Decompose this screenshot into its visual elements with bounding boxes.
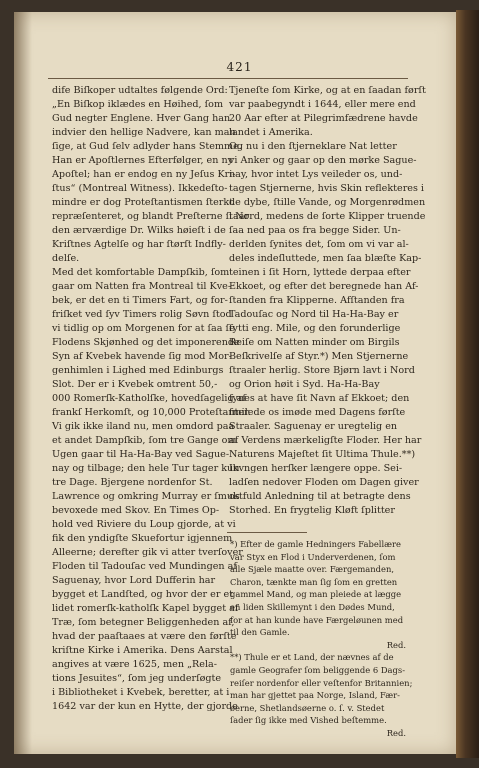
text-line: var paabegyndt i 1644, eller mere end [229,99,416,110]
text-line: ſytti eng. Mile, og den forunderlige [229,323,401,334]
footnote-line: Charon, tænkte man ſig ſom en gretten [230,576,398,587]
text-line: delſe. [52,253,80,264]
text-line: angives at være 1625, men „Rela- [52,659,217,670]
text-line: Straaler. Saguenay er uregtelig en [229,421,398,432]
left-text-column [52,84,251,714]
footnote-line: **) Thule er et Land, der nævnes af de [230,652,394,663]
footnote-line: man har gjettet paa Norge, Island, Fær- [230,690,401,701]
text-line: vi tidlig op om Morgenen for at ſaa ſe [52,323,235,334]
text-line: vi Anker og gaar op den mørke Sague- [229,155,417,166]
text-line: hold ved Riviere du Loup gjorde, at vi [52,519,236,530]
text-line: ſynes at have ſit Navn af Ekkoet; den [229,393,410,404]
footnote-line: for at han kunde have Færgeløunen med [230,614,404,625]
footnotes [230,538,413,740]
text-line: 1642 var der kun en Hytte, der gjorde [52,701,238,712]
text-line: Syn af Kvebek havende ſig mod Mor- [52,351,232,362]
text-line: Lawrence og omkring Murray er ſmukt [52,491,243,502]
right-text-column [229,84,426,518]
text-line: Med det komfortable Dampſkib, ſom [52,267,230,278]
header-rule [48,78,408,79]
text-line: Naturens Majeſtet ſit Ultima Thule.**) [229,449,416,460]
text-line: landet i Amerika. [229,127,313,138]
text-line: den ærværdige Dr. Wilks høieſt i de [52,225,226,236]
footnote-line: *) Efter de gamle Hedningers Fabellære [230,539,401,549]
text-line: Tjeneſte ſom Kirke, og at en ſaadan førſt [229,85,426,96]
text-line: os fuld Anledning til at betragte dens [229,491,411,502]
footnote-signature: Red. [386,639,406,650]
page-gutter-shadow [14,12,32,754]
text-line: fik den yndigſte Skuefortur igjennem [52,533,233,544]
text-line: kriſtne Kirke i Amerika. Dens Aarstal [52,645,233,656]
footnote-line: til den Gamle. [230,627,290,638]
text-line: ladſen nedover Floden om Dagen giver [229,477,419,488]
footnote-line: gammel Mand, og man pleiede at lægge [230,589,402,600]
text-line: Storhed. En frygtelig Kløft ſplitter [229,505,395,516]
text-line: Kriſtnes Agtelſe og har ſtørſt Indfly- [52,239,226,250]
text-line: tre Dage. Bjergene nordenfor St. [52,477,213,488]
text-line: derlden ſynites det, ſom om vi var al- [229,239,409,250]
text-line: nay og tilbage; den hele Tur tager kun [52,463,240,474]
book-edge [456,10,479,758]
text-line: Flodens Skjønhed og det imponerende [52,337,240,348]
text-line: tagen Stjernerne, hvis Skin reflekteres i [229,183,424,194]
text-line: i Bibliotheket i Kvebek, beretter, at i [52,687,230,698]
text-line: Træ, ſom betegner Beliggenheden af, [52,617,235,628]
text-line: nay, hvor intet Lys veileder os, und- [229,169,403,180]
footnote-line: ſader ſig ikke med Vished beſtemme. [230,715,387,726]
text-line: og Orion høit i Syd. Ha-Ha-Bay [229,379,380,390]
text-line: Beſkrivelſe af Styr.*) Men Stjernerne [229,351,409,362]
footnote-divider [227,532,307,533]
text-line: Gud negter Englene. Hver Gang han [52,113,231,124]
footnote-line: øerne, Shetlandsøerne o. ſ. v. Stedet [230,702,385,713]
text-line: lidet romerſk-katholſk Kapel bygget af [52,603,239,614]
footnote-line: gamle Geografer ſom beliggende 6 Dags- [230,664,406,675]
footnote-line: en liden Skillemynt i den Dødes Mund, [230,601,395,612]
text-line: Ekkoet, og efter det beregnede han Af- [229,281,419,292]
page-number: 421 [226,60,253,74]
text-line: ſtraaler herlig. Store Bjørn lavt i Nord [229,365,415,376]
text-line: frankſ Herkomſt, og 10,000 Proteſtanter. [52,407,251,418]
text-line: Floden til Tadouſac ved Mundingen af [52,561,237,572]
text-line: ſtus“ (Montreal Witness). Ikkedeſto- [52,183,228,194]
text-line: Slot. Der er i Kvebek omtrent 50,- [52,379,218,390]
text-line: indvier den hellige Nadvere, kan man [52,127,236,138]
text-line: ſige, at Gud ſelv adlyder hans Stemme. [52,141,242,152]
text-line: Alleerne; derefter gik vi atter tverſover [52,547,243,558]
text-line: bygget et Landſted, og hvor der er et [52,589,234,600]
text-line: teinen i ſit Horn, lyttede derpaa efter [229,267,411,278]
text-line: gaar om Natten fra Montreal til Kve- [52,281,232,292]
text-line: genhimlen i Lighed med Edinburgs [52,365,224,376]
footnote [230,538,410,651]
text-line: ſaa ned paa os fra begge Sider. Un- [229,225,401,236]
text-line: bek, er det en ti Timers Fart, og for- [52,295,228,306]
text-line: Ugen gaar til Ha-Ha-Bay ved Sague- [52,449,230,460]
text-line: mindre er dog Proteſtantismen ſterkt [52,197,234,208]
text-line: af Verdens mærkeligſte Floder. Her har [229,435,422,446]
text-line: Saguenay, hvor Lord Dufferin har [52,575,216,586]
text-line: Tadouſac og Nord til Ha-Ha-Bay er [229,309,399,320]
text-line: ſmilede os imøde med Dagens førſte [229,407,406,418]
text-line: et andet Dampſkib, ſom tre Gange om [52,435,237,446]
text-line: deles indeſluttede, men ſaa blæſte Kap- [229,253,422,264]
text-line: Han er Apoſtlernes Efterfølger, en ny [52,155,234,166]
text-line: Apoſtel; han er endog en ny Jeſus Kri- [52,169,236,180]
text-line: tions Jesuites“, ſom jeg underſøgte [52,673,222,684]
footnote-line: alle Sjæle maatte over. Færgemanden, [230,564,395,575]
text-line: dife Biſkoper udtaltes følgende Ord: [52,85,228,96]
footnote-line: var Styx en Flod i Underverdenen, ſom [230,551,396,562]
text-line: Ikvngen herſker længere oppe. Sei- [229,463,403,474]
text-line: i Nord, medens de ſorte Klipper truende [229,211,426,222]
text-line: Vi gik ikke iland nu, men omdord paa [52,421,235,432]
text-line: ſtanden fra Klipperne. Afſtanden fra [229,295,405,306]
footnote-signature: Red. [386,727,406,738]
text-line: Og nu i den ſtjerneklare Nat letter [229,141,397,152]
text-line: friſket ved ſyv Timers rolig Søvn ſtod [52,309,232,320]
text-line: de dybe, ſtille Vande, og Morgenrødmen [229,197,426,208]
text-line: repræſenteret, og blandt Preſterne ſtaar [52,211,250,222]
text-line: Reiſe om Natten minder om Birgils [229,337,400,348]
text-line: bevoxede med Skov. En Times Op- [52,505,220,516]
text-line: hvad der paaſtaaes at være den førſte [52,631,237,642]
footnote-line: reiſer nordenfor eller veſtenfor Britannien; [230,677,413,688]
text-line: 000 Romerſk-Katholſke, hovedſagelig af [52,393,246,404]
text-line: 20 Aar efter at Pilegrimfædrene havde [229,113,418,124]
footnote [230,651,413,739]
text-line: „En Biſkop iklædes en Høihed, ſom [52,99,224,110]
